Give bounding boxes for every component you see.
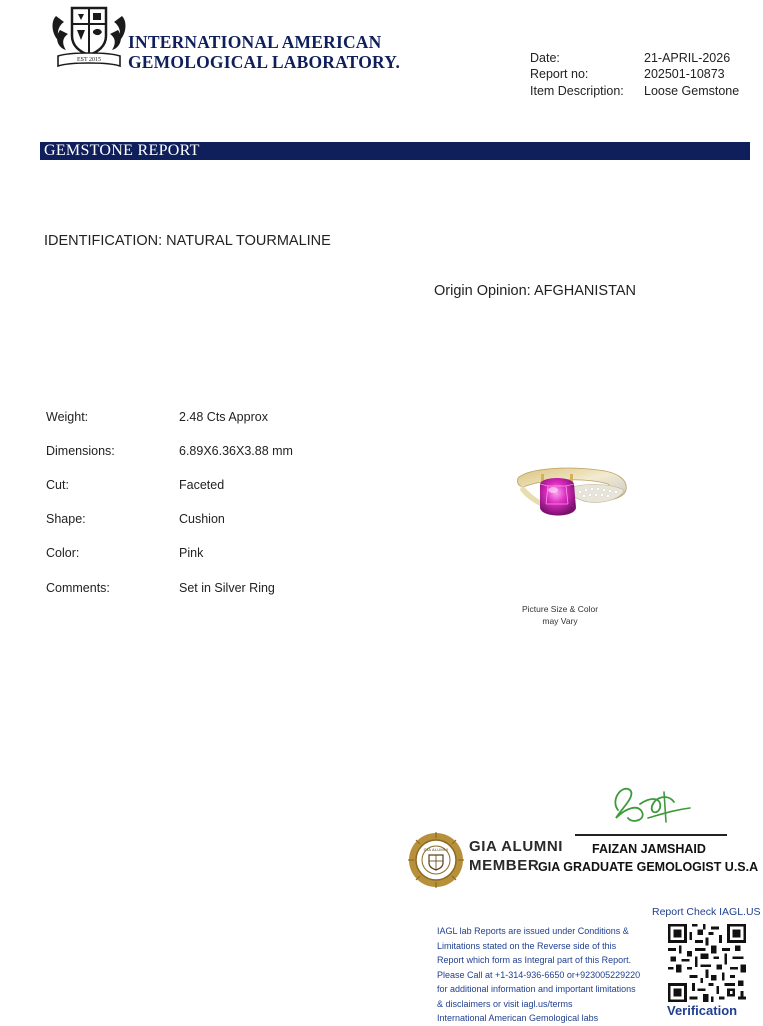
- gia-seal-text: GIA ALUMNI: [423, 847, 449, 852]
- spec-shape-label: Shape:: [46, 512, 86, 526]
- disclaimer-line: for additional information and important limitations: [437, 984, 636, 994]
- report-check-link[interactable]: Report Check IAGL.US: [652, 906, 761, 918]
- gia-alumni-label: GIA ALUMNI: [469, 838, 564, 855]
- qr-code-icon[interactable]: [668, 924, 746, 1002]
- spec-cut-label: Cut:: [46, 478, 69, 492]
- report-title-bar: [40, 142, 750, 160]
- signer-title: GIA GRADUATE GEMOLOGIST U.S.A: [538, 860, 759, 874]
- spec-weight-label: Weight:: [46, 410, 89, 424]
- report-no-value: 202501-10873: [644, 67, 725, 81]
- identification-text: IDENTIFICATION: NATURAL TOURMALINE: [44, 233, 331, 249]
- crest-logo-icon: [50, 2, 128, 70]
- item-description-label: Item Description:: [530, 84, 624, 98]
- spec-dimensions-label: Dimensions:: [46, 444, 115, 458]
- photo-caption-line1: Picture Size & Color: [521, 604, 599, 614]
- photo-caption: [505, 603, 615, 627]
- disclaimer-line: IAGL lab Reports are issued under Conditions &: [437, 926, 629, 936]
- item-description-value: Loose Gemstone: [644, 84, 740, 98]
- disclaimer-line: Limitations stated on the Reverse side of this: [437, 940, 617, 951]
- spec-shape-value: Cushion: [179, 512, 225, 526]
- gia-member-label: MEMBER: [469, 857, 540, 874]
- report-title: GEMSTONE REPORT: [44, 142, 200, 159]
- signature-line: [575, 834, 727, 836]
- verification-label: Verification: [667, 1003, 738, 1018]
- origin-opinion-text: Origin Opinion: AFGHANISTAN: [434, 283, 636, 299]
- signer-name: FAIZAN JAMSHAID: [592, 842, 706, 856]
- disclaimer-line: & disclaimers or visit iagl.us/terms: [437, 998, 573, 1009]
- date-value: 21-APRIL-2026: [644, 51, 731, 65]
- spec-color-value: Pink: [179, 546, 204, 560]
- org-name-line2: GEMOLOGICAL LABORATORY.: [128, 52, 401, 72]
- org-name-line1: INTERNATIONAL AMERICAN: [128, 32, 382, 52]
- report-no-label: Report no:: [530, 67, 589, 81]
- crest-banner-text: EST 2015: [76, 57, 102, 63]
- spec-comments-label: Comments:: [46, 581, 110, 595]
- disclaimer-line: Report which form as Integral part of this Report.: [437, 955, 632, 965]
- spec-weight-value: 2.48 Cts Approx: [179, 410, 268, 424]
- gemstone-ring-photo: [508, 460, 632, 542]
- date-label: Date:: [530, 51, 560, 65]
- photo-caption-line2: may Vary: [542, 616, 578, 626]
- disclaimer-line: International American Gemological labs: [437, 1013, 599, 1023]
- signature-icon: [604, 778, 694, 830]
- spec-dimensions-value: 6.89X6.36X3.88 mm: [179, 444, 293, 458]
- spec-comments-value: Set in Silver Ring: [179, 581, 275, 595]
- spec-cut-value: Faceted: [179, 478, 225, 492]
- gia-seal-icon: [408, 832, 464, 888]
- disclaimer-text: [437, 924, 662, 1026]
- spec-color-label: Color:: [46, 546, 80, 560]
- disclaimer-line: Please Call at +1-314-936-6650 or+923005229220: [437, 969, 641, 980]
